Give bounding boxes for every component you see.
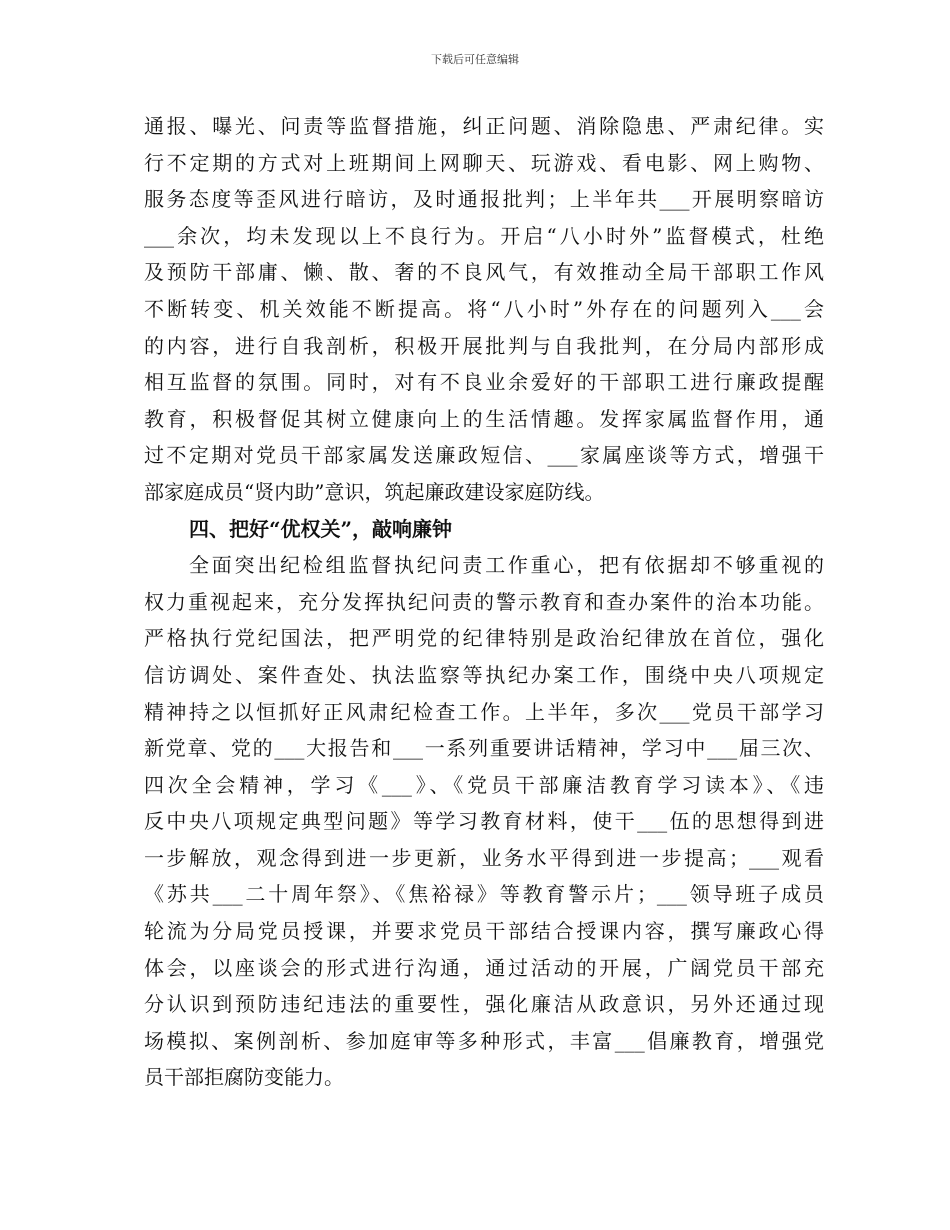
text-line: 场模拟、案例剖析、参加庭审等多种形式，丰富___倡廉教育，增强党 (144, 1028, 824, 1053)
text-line: 不断转变、机关效能不断提高。将“八小时”外存在的问题列入___会 (144, 296, 824, 321)
paragraph-power (144, 547, 824, 1096)
text-line: 全面突出纪检组监督执纪问责工作重心，把有依据却不够重视的 (189, 553, 824, 578)
text-line: 分认识到预防违纪违法的重要性，强化廉洁从政意识，另外还通过现 (144, 992, 824, 1017)
text-line: 的内容，进行自我剖析，积极开展批判与自我批判，在分局内部形成 (144, 333, 824, 358)
text-line: 《苏共___二十周年祭》、《焦裕禄》等教育警示片；___领导班子成员 (144, 882, 824, 907)
page-header: 下载后可任意编辑 (431, 53, 519, 66)
text-line: 通报、曝光、问责等监督措施，纠正问题、消除隐患、严肃纪律。实 (144, 114, 824, 138)
text-line: 服务态度等歪风进行暗访，及时通报批判；上半年共___开展明察暗访 (144, 187, 824, 212)
text-line: ___余次，均未发现以上不良行为。开启“八小时外”监督模式，杜绝 (144, 223, 824, 248)
text-line: 四次全会精神，学习《___》、《党员干部廉洁教育学习读本》、《违 (144, 772, 824, 797)
text-line: 新党章、党的___大报告和___一系列重要讲话精神，学习中___届三次、 (144, 736, 824, 761)
section-heading: 四、把好“优权关”，敲响廉钟 (189, 516, 453, 541)
text-line: 权力重视起来，充分发挥执纪问责的警示教育和查办案件的治本功能。 (144, 589, 824, 614)
text-line: 相互监督的氛围。同时，对有不良业余爱好的干部职工进行廉政提醒 (144, 370, 824, 395)
document-body (144, 108, 824, 1096)
text-line: 严格执行党纪国法，把严明党的纪律特别是政治纪律放在首位，强化 (144, 626, 824, 651)
text-line: 及预防干部庸、懒、散、奢的不良风气，有效推动全局干部职工作风 (144, 260, 824, 285)
text-line: 员干部拒腐防变能力。 (144, 1065, 344, 1090)
paragraph-supervision (144, 108, 824, 511)
text-line: 教育，积极督促其树立健康向上的生活情趣。发挥家属监督作用，通 (144, 406, 824, 431)
text-line: 一步解放，观念得到进一步更新，业务水平得到进一步提高；___观看 (144, 845, 824, 870)
text-line: 过不定期对党员干部家属发送廉政短信、___家属座谈等方式，增强干 (144, 443, 824, 468)
text-line: 精神持之以恒抓好正风肃纪检查工作。上半年，多次___党员干部学习 (144, 699, 824, 724)
text-line: 信访调处、案件查处、执法监察等执纪办案工作，围绕中央八项规定 (144, 662, 824, 687)
text-line: 行不定期的方式对上班期间上网聊天、玩游戏、看电影、网上购物、 (144, 150, 824, 175)
text-line: 部家庭成员“贤内助”意识，筑起廉政建设家庭防线。 (144, 479, 605, 504)
text-line: 反中央八项规定典型问题》等学习教育材料，使干___伍的思想得到进 (144, 809, 824, 834)
text-line: 轮流为分局党员授课，并要求党员干部结合授课内容，撰写廉政心得 (144, 919, 824, 944)
text-line: 体会，以座谈会的形式进行沟通，通过活动的开展，广阔党员干部充 (144, 955, 824, 980)
